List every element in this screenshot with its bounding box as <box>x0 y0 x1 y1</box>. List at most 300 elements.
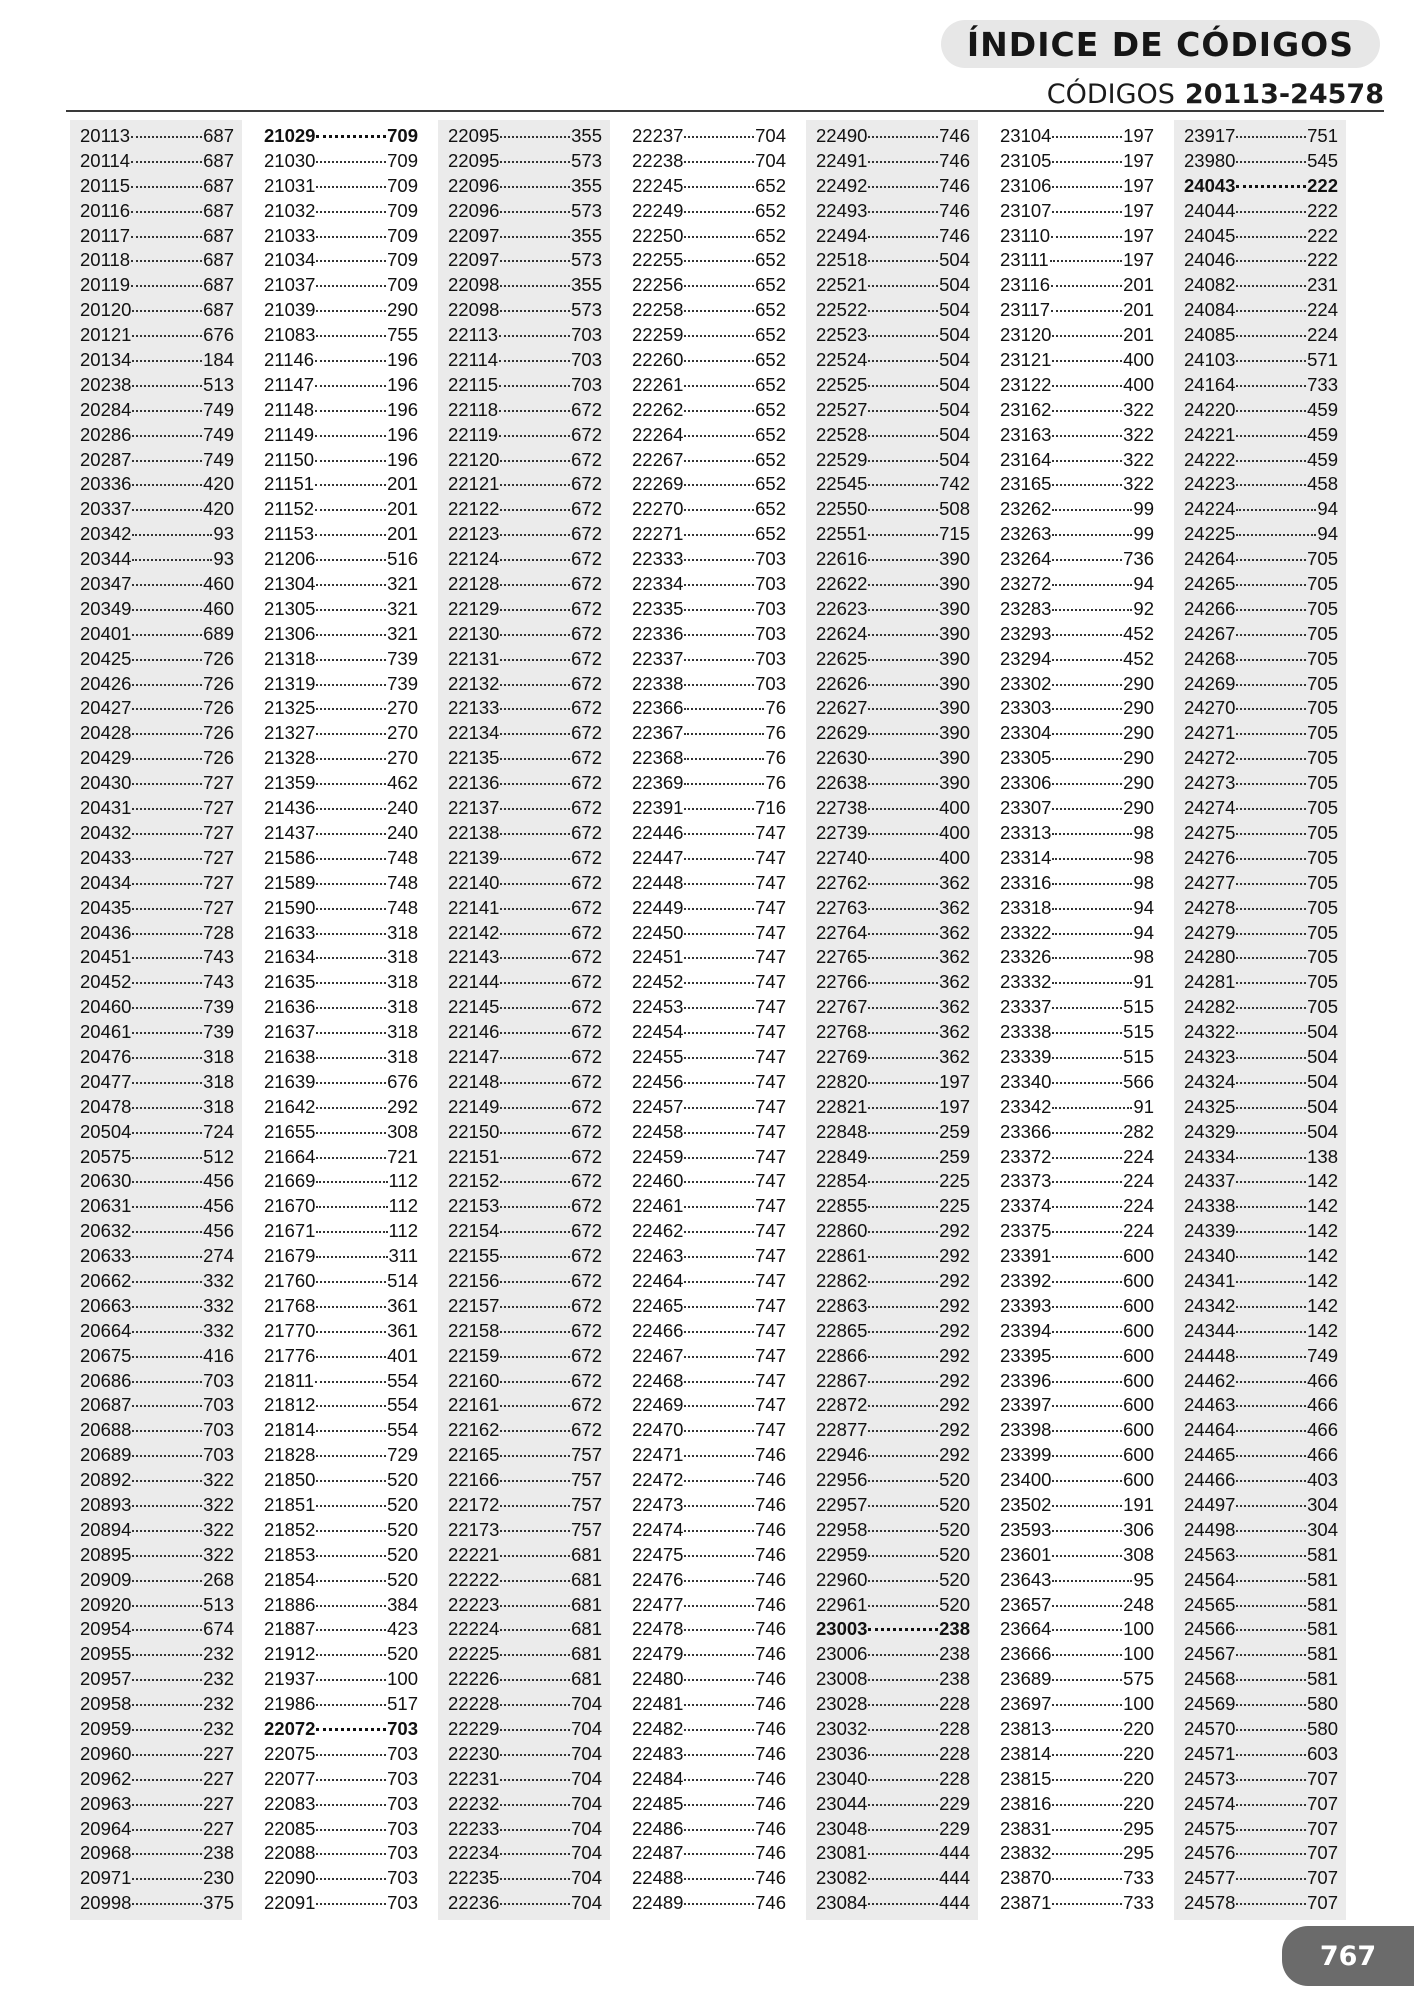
entry-code: 21671 <box>264 1220 316 1242</box>
entry-code: 20958 <box>80 1693 132 1715</box>
index-entry <box>990 995 1162 1020</box>
index-column <box>990 120 1162 1920</box>
entry-page: 520 <box>387 1518 418 1540</box>
index-entry <box>70 522 242 547</box>
index-entry <box>438 746 610 771</box>
index-entry <box>990 672 1162 697</box>
entry-page: 703 <box>203 1394 234 1416</box>
entry-code: 22141 <box>448 896 500 918</box>
entry-code: 21679 <box>264 1245 316 1267</box>
dot-leader <box>500 1082 570 1084</box>
entry-page: 196 <box>387 349 418 371</box>
entry-code: 23003 <box>816 1618 868 1640</box>
entry-code: 22462 <box>632 1220 684 1242</box>
index-entry <box>1174 1866 1346 1891</box>
index-entry <box>438 373 610 398</box>
dot-leader <box>1052 1754 1122 1756</box>
index-entry <box>806 696 978 721</box>
dot-leader <box>316 982 386 984</box>
index-entry <box>70 896 242 921</box>
entry-code: 22161 <box>448 1394 500 1416</box>
entry-code: 24223 <box>1184 473 1236 495</box>
index-entry <box>438 448 610 473</box>
entry-page: 751 <box>1307 125 1338 146</box>
entry-page: 100 <box>387 1668 418 1690</box>
entry-page: 703 <box>387 1742 418 1764</box>
dot-leader <box>132 808 202 810</box>
dot-leader <box>132 758 202 760</box>
entry-page: 390 <box>939 622 970 644</box>
entry-code: 21590 <box>264 896 316 918</box>
index-entry <box>254 472 426 497</box>
index-entry <box>438 423 610 448</box>
entry-page: 672 <box>571 1394 602 1416</box>
entry-code: 21634 <box>264 946 316 968</box>
dot-leader <box>132 1704 202 1706</box>
index-entry <box>806 1792 978 1817</box>
entry-page: 197 <box>1123 199 1154 221</box>
entry-page: 727 <box>203 797 234 819</box>
entry-page: 746 <box>939 224 970 246</box>
index-entry <box>70 1169 242 1194</box>
entry-page: 727 <box>203 821 234 843</box>
entry-code: 22464 <box>632 1269 684 1291</box>
index-entry <box>806 1045 978 1070</box>
entry-page: 726 <box>203 722 234 744</box>
dot-leader <box>316 1654 386 1656</box>
dot-leader <box>1052 1903 1122 1905</box>
index-entry <box>70 746 242 771</box>
dot-leader <box>684 360 754 362</box>
index-entry <box>806 1319 978 1344</box>
entry-code: 21148 <box>264 398 315 420</box>
entry-page: 672 <box>571 1045 602 1067</box>
dot-leader <box>1052 783 1122 785</box>
index-entry <box>70 1493 242 1518</box>
entry-code: 22157 <box>448 1294 500 1316</box>
entry-code: 21669 <box>264 1170 316 1192</box>
entry-code: 23832 <box>1000 1842 1052 1864</box>
entry-page: 749 <box>203 448 234 470</box>
dot-leader <box>1236 883 1306 885</box>
entry-page: 466 <box>1307 1369 1338 1391</box>
entry-page: 270 <box>387 697 418 719</box>
index-entry <box>622 398 794 423</box>
index-entry <box>622 721 794 746</box>
index-entry <box>1174 921 1346 946</box>
index-entry <box>438 1617 610 1642</box>
dot-leader <box>316 1007 386 1009</box>
index-entry <box>990 373 1162 398</box>
entry-page: 362 <box>939 971 970 993</box>
dot-leader <box>1052 1032 1122 1034</box>
entry-page: 292 <box>939 1245 970 1267</box>
entry-code: 21032 <box>264 199 316 221</box>
index-entry <box>1174 1393 1346 1418</box>
entry-page: 322 <box>1123 423 1154 445</box>
entry-code: 20134 <box>80 349 132 371</box>
index-entry <box>806 1070 978 1095</box>
entry-code: 22140 <box>448 871 500 893</box>
dot-leader <box>132 509 202 511</box>
dot-leader <box>316 1405 386 1407</box>
entry-page: 224 <box>1307 324 1338 346</box>
entry-code: 23870 <box>1000 1867 1052 1889</box>
entry-code: 22528 <box>816 423 868 445</box>
entry-code: 22460 <box>632 1170 684 1192</box>
index-entry <box>70 248 242 273</box>
index-entry <box>622 1667 794 1692</box>
dot-leader <box>868 509 938 511</box>
entry-page: 703 <box>203 1369 234 1391</box>
entry-page: 747 <box>755 1195 786 1217</box>
dot-leader <box>684 1082 754 1084</box>
entry-page: 747 <box>755 946 786 968</box>
dot-leader <box>132 1779 202 1781</box>
entry-code: 23601 <box>1000 1543 1052 1565</box>
dot-leader <box>316 1455 386 1457</box>
dot-leader <box>1236 1804 1306 1806</box>
dot-leader <box>1052 684 1122 686</box>
entry-code: 22958 <box>816 1518 868 1540</box>
entry-page: 304 <box>1307 1518 1338 1540</box>
entry-code: 23398 <box>1000 1419 1052 1441</box>
index-entry <box>254 1767 426 1792</box>
dot-leader <box>1052 410 1122 412</box>
dot-leader <box>868 1132 938 1134</box>
index-entry <box>806 149 978 174</box>
index-entry <box>990 846 1162 871</box>
entry-code: 24574 <box>1184 1792 1236 1814</box>
entry-code: 22849 <box>816 1145 868 1167</box>
dot-leader <box>684 758 764 760</box>
entry-page: 362 <box>939 921 970 943</box>
entry-page: 225 <box>939 1170 970 1192</box>
dot-leader <box>1236 1206 1306 1208</box>
dot-leader <box>316 1331 386 1333</box>
entry-code: 23322 <box>1000 921 1052 943</box>
entry-code: 24274 <box>1184 797 1236 819</box>
entry-code: 24571 <box>1184 1742 1236 1764</box>
index-entry <box>70 721 242 746</box>
dot-leader <box>868 833 938 835</box>
dot-leader <box>868 1157 938 1159</box>
index-entry <box>990 149 1162 174</box>
entry-code: 22149 <box>448 1095 500 1117</box>
entry-page: 290 <box>1123 772 1154 794</box>
entry-code: 23008 <box>816 1668 868 1690</box>
index-entry <box>438 945 610 970</box>
entry-code: 23664 <box>1000 1618 1052 1640</box>
entry-code: 24464 <box>1184 1419 1236 1441</box>
dot-leader <box>1236 1157 1306 1159</box>
entry-page: 681 <box>571 1543 602 1565</box>
entry-code: 24466 <box>1184 1469 1236 1491</box>
index-entry <box>254 522 426 547</box>
entry-code: 22767 <box>816 996 868 1018</box>
entry-page: 687 <box>203 149 234 171</box>
dot-leader <box>1052 982 1132 984</box>
entry-page: 672 <box>571 1070 602 1092</box>
dot-leader <box>868 310 938 312</box>
entry-page: 390 <box>939 672 970 694</box>
index-entry <box>438 1717 610 1742</box>
entry-code: 22146 <box>448 1021 500 1043</box>
entry-page: 197 <box>1123 224 1154 246</box>
entry-page: 746 <box>939 149 970 171</box>
dot-leader <box>1052 1107 1132 1109</box>
entry-code: 22133 <box>448 697 500 719</box>
entry-page: 703 <box>755 573 786 595</box>
index-entry <box>1174 1120 1346 1145</box>
entry-code: 22085 <box>264 1817 316 1839</box>
entry-page: 225 <box>939 1195 970 1217</box>
dot-leader <box>132 783 202 785</box>
entry-page: 746 <box>755 1543 786 1565</box>
dot-leader <box>1236 758 1306 760</box>
dot-leader <box>500 833 570 835</box>
index-entry <box>438 871 610 896</box>
index-entry <box>254 248 426 273</box>
index-entry <box>806 472 978 497</box>
entry-code: 21586 <box>264 846 316 868</box>
index-entry <box>806 572 978 597</box>
entry-code: 21319 <box>264 672 316 694</box>
dot-leader <box>132 684 202 686</box>
dot-leader <box>684 982 754 984</box>
entry-code: 22739 <box>816 821 868 843</box>
dot-leader <box>868 1605 938 1607</box>
dot-leader <box>868 534 938 536</box>
dot-leader <box>684 1405 754 1407</box>
dot-leader <box>500 1555 570 1557</box>
index-entry <box>990 721 1162 746</box>
entry-code: 20286 <box>80 423 132 445</box>
index-entry <box>438 1518 610 1543</box>
index-entry <box>254 1468 426 1493</box>
index-entry <box>254 995 426 1020</box>
entry-code: 22231 <box>448 1767 500 1789</box>
entry-code: 21664 <box>264 1145 316 1167</box>
index-entry <box>438 1468 610 1493</box>
entry-page: 93 <box>213 548 234 570</box>
entry-page: 259 <box>939 1120 970 1142</box>
index-entry <box>70 1194 242 1219</box>
dot-leader <box>1236 1381 1306 1383</box>
entry-page: 390 <box>939 697 970 719</box>
entry-code: 22865 <box>816 1319 868 1341</box>
entry-code: 22233 <box>448 1817 500 1839</box>
entry-page: 705 <box>1307 747 1338 769</box>
entry-code: 20633 <box>80 1245 132 1267</box>
index-entry <box>622 1344 794 1369</box>
entry-page: 672 <box>571 548 602 570</box>
index-entry <box>254 1095 426 1120</box>
entry-page: 581 <box>1307 1618 1338 1640</box>
entry-code: 24271 <box>1184 722 1236 744</box>
entry-page: 400 <box>939 821 970 843</box>
entry-code: 22946 <box>816 1444 868 1466</box>
dot-leader <box>684 1704 754 1706</box>
index-entry <box>990 821 1162 846</box>
entry-page: 652 <box>755 498 786 520</box>
dot-leader <box>1236 1505 1306 1507</box>
entry-code: 22458 <box>632 1120 684 1142</box>
entry-code: 22762 <box>816 871 868 893</box>
entry-page: 94 <box>1133 573 1154 595</box>
dot-leader <box>1052 584 1132 586</box>
index-entry <box>254 298 426 323</box>
index-entry <box>254 448 426 473</box>
entry-code: 20451 <box>80 946 132 968</box>
entry-code: 22160 <box>448 1369 500 1391</box>
entry-page: 672 <box>571 971 602 993</box>
dot-leader <box>684 957 754 959</box>
entry-page: 672 <box>571 1220 602 1242</box>
entry-page: 729 <box>387 1444 418 1466</box>
index-entry <box>622 672 794 697</box>
entry-page: 747 <box>755 1344 786 1366</box>
entry-page: 322 <box>203 1518 234 1540</box>
dot-leader <box>316 1754 386 1756</box>
entry-page: 703 <box>387 1718 418 1739</box>
entry-code: 20287 <box>80 448 132 470</box>
index-entry <box>438 1418 610 1443</box>
index-entry <box>70 1070 242 1095</box>
dot-leader <box>1052 808 1122 810</box>
entry-code: 22455 <box>632 1045 684 1067</box>
index-entry <box>1174 1518 1346 1543</box>
entry-code: 23082 <box>816 1867 868 1889</box>
dot-leader <box>500 883 570 885</box>
entry-code: 23165 <box>1000 473 1052 495</box>
dot-leader <box>132 534 212 536</box>
index-entry <box>254 323 426 348</box>
entry-page: 600 <box>1123 1319 1154 1341</box>
index-entry <box>990 647 1162 672</box>
entry-code: 24448 <box>1184 1344 1236 1366</box>
entry-page: 292 <box>939 1444 970 1466</box>
entry-page: 749 <box>1307 1344 1338 1366</box>
entry-page: 520 <box>939 1469 970 1491</box>
dot-leader <box>1051 285 1122 287</box>
dot-leader <box>316 1779 386 1781</box>
entry-code: 22132 <box>448 672 500 694</box>
dot-leader <box>1052 1430 1122 1432</box>
dot-leader <box>684 335 754 337</box>
entry-page: 98 <box>1133 846 1154 868</box>
entry-page: 747 <box>755 1220 786 1242</box>
entry-page: 672 <box>571 473 602 495</box>
dot-leader <box>132 584 202 586</box>
entry-code: 22821 <box>816 1095 868 1117</box>
dot-leader <box>1052 1878 1122 1880</box>
index-entry <box>806 124 978 149</box>
dot-leader <box>500 534 570 536</box>
index-entry <box>990 1866 1162 1891</box>
entry-code: 22769 <box>816 1045 868 1067</box>
dot-leader <box>684 1679 754 1681</box>
dot-leader <box>500 1007 570 1009</box>
entry-code: 24576 <box>1184 1842 1236 1864</box>
dot-leader <box>1052 211 1122 213</box>
entry-page: 704 <box>571 1742 602 1764</box>
dot-leader <box>684 460 754 462</box>
entry-page: 705 <box>1307 896 1338 918</box>
entry-code: 24498 <box>1184 1518 1236 1540</box>
entry-code: 22369 <box>632 772 684 794</box>
entry-code: 23372 <box>1000 1145 1052 1167</box>
index-entry <box>70 597 242 622</box>
entry-code: 24280 <box>1184 946 1236 968</box>
entry-page: 747 <box>755 1319 786 1341</box>
entry-code: 24220 <box>1184 398 1236 420</box>
entry-page: 138 <box>1307 1145 1338 1167</box>
entry-page: 93 <box>213 523 234 545</box>
dot-leader <box>131 186 202 188</box>
entry-code: 21937 <box>264 1668 316 1690</box>
index-entry <box>254 1841 426 1866</box>
entry-code: 23917 <box>1184 125 1236 146</box>
entry-page: 282 <box>1123 1120 1154 1142</box>
dot-leader <box>132 1206 202 1208</box>
entry-page: 390 <box>939 647 970 669</box>
dot-leader <box>684 1605 754 1607</box>
entry-code: 24578 <box>1184 1892 1236 1914</box>
entry-code: 22261 <box>632 373 684 395</box>
entry-code: 23107 <box>1000 199 1052 221</box>
entry-page: 290 <box>1123 722 1154 744</box>
index-entry <box>1174 224 1346 249</box>
entry-page: 270 <box>387 747 418 769</box>
index-entry <box>990 522 1162 547</box>
entry-page: 703 <box>387 1842 418 1864</box>
index-entry <box>254 1145 426 1170</box>
entry-page: 332 <box>203 1319 234 1341</box>
entry-code: 20477 <box>80 1070 132 1092</box>
index-entry <box>1174 1418 1346 1443</box>
index-entry <box>70 1369 242 1394</box>
entry-page: 229 <box>939 1792 970 1814</box>
entry-page: 295 <box>1123 1817 1154 1839</box>
dot-leader <box>684 509 754 511</box>
entry-page: 222 <box>1307 249 1338 271</box>
entry-code: 22957 <box>816 1493 868 1515</box>
entry-code: 20968 <box>80 1842 132 1864</box>
entry-page: 361 <box>387 1319 418 1341</box>
dot-leader <box>868 1032 938 1034</box>
entry-page: 197 <box>1123 125 1154 146</box>
dot-leader <box>315 484 386 486</box>
index-entry <box>254 1667 426 1692</box>
entry-code: 22738 <box>816 797 868 819</box>
dot-leader <box>131 136 202 138</box>
index-entry <box>438 174 610 199</box>
entry-code: 23293 <box>1000 622 1052 644</box>
entry-code: 23391 <box>1000 1245 1052 1267</box>
dot-leader <box>1236 1480 1306 1482</box>
entry-code: 22235 <box>448 1867 500 1889</box>
entry-code: 24563 <box>1184 1543 1236 1565</box>
entry-page: 709 <box>387 125 418 146</box>
index-entry <box>438 1543 610 1568</box>
dot-leader <box>684 1903 754 1905</box>
dot-leader <box>1236 634 1306 636</box>
index-entry <box>806 398 978 423</box>
dot-leader <box>500 1455 570 1457</box>
entry-code: 22622 <box>816 573 868 595</box>
dot-leader <box>132 1629 202 1631</box>
